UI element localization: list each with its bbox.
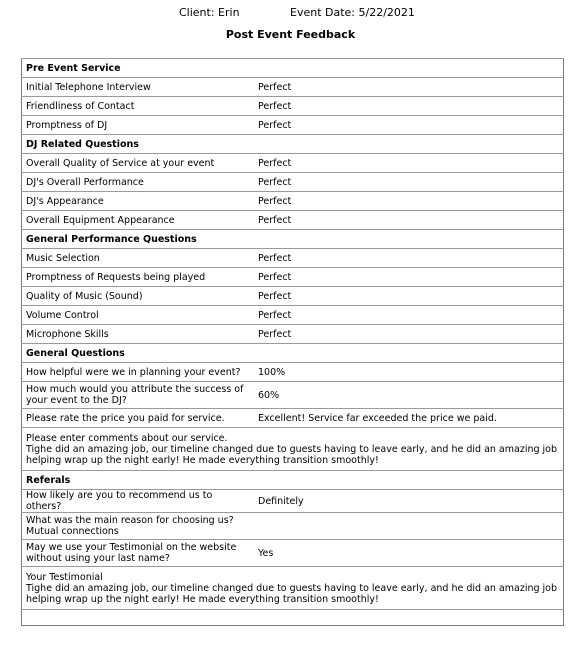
question: Quality of Music (Sound)	[22, 287, 255, 306]
table-row	[22, 268, 564, 287]
comments-row	[22, 428, 564, 471]
testimonial-label: Your Testimonial	[26, 571, 103, 583]
section-title: Referals	[22, 471, 564, 490]
answer: Perfect	[254, 154, 564, 173]
reason-question: What was the main reason for choosing us?	[26, 515, 234, 526]
section-header-pre-event	[22, 59, 564, 78]
answer: Perfect	[254, 211, 564, 230]
table-row	[22, 173, 564, 192]
question: Overall Quality of Service at your event	[22, 154, 255, 173]
table-row	[22, 325, 564, 344]
table-row	[22, 540, 564, 567]
reason-row	[22, 513, 564, 540]
answer: Perfect	[254, 249, 564, 268]
blank-row	[22, 610, 564, 626]
answer: 60%	[254, 382, 564, 409]
table-row	[22, 211, 564, 230]
answer: Perfect	[254, 116, 564, 135]
table-row	[22, 97, 564, 116]
answer: Yes	[254, 540, 564, 567]
answer: Perfect	[254, 97, 564, 116]
section-title: General Questions	[22, 344, 564, 363]
question: Initial Telephone Interview	[22, 78, 255, 97]
answer: Perfect	[254, 192, 564, 211]
question: Please rate the price you paid for service.	[22, 409, 255, 428]
question: Promptness of Requests being played	[22, 268, 255, 287]
answer: Perfect	[254, 78, 564, 97]
question: Music Selection	[22, 249, 255, 268]
table-row	[22, 78, 564, 97]
table-row	[22, 116, 564, 135]
comments-question: Please enter comments about our service.	[26, 432, 228, 444]
table-row	[22, 363, 564, 382]
answer: Perfect	[254, 306, 564, 325]
testimonial-row	[22, 567, 564, 610]
comments-answer: Tighe did an amazing job, our timeline changed due to guests having to leave early, and he did an amazing job helping wrap up the night early! He made everything transition smoothly!	[26, 443, 558, 466]
table-row	[22, 287, 564, 306]
answer: Excellent! Service far exceeded the price we paid.	[254, 409, 564, 428]
question: May we use your Testimonial on the website without using your last name?	[22, 540, 255, 567]
section-header-referrals	[22, 471, 564, 490]
reason-answer: Mutual connections	[26, 526, 119, 537]
feedback-table	[21, 58, 564, 626]
section-title: Pre Event Service	[22, 59, 564, 78]
section-title: General Performance Questions	[22, 230, 564, 249]
event-date: Event Date: 5/22/2021	[290, 6, 415, 19]
section-header-general-questions	[22, 344, 564, 363]
question: Volume Control	[22, 306, 255, 325]
section-header-dj-related	[22, 135, 564, 154]
section-header-general-performance	[22, 230, 564, 249]
table-row	[22, 409, 564, 428]
question: Microphone Skills	[22, 325, 255, 344]
answer: Perfect	[254, 287, 564, 306]
question: Promptness of DJ	[22, 116, 255, 135]
answer: Perfect	[254, 268, 564, 287]
table-row	[22, 306, 564, 325]
question: How likely are you to recommend us to others?	[22, 490, 255, 513]
table-row	[22, 154, 564, 173]
answer: 100%	[254, 363, 564, 382]
answer: Perfect	[254, 325, 564, 344]
question: Friendliness of Contact	[22, 97, 255, 116]
table-row	[22, 249, 564, 268]
question: DJ's Overall Performance	[22, 173, 255, 192]
table-row	[22, 490, 564, 513]
question: Overall Equipment Appearance	[22, 211, 255, 230]
question: How much would you attribute the success of your event to the DJ?	[22, 382, 255, 409]
testimonial-text: Tighe did an amazing job, our timeline changed due to guests having to leave early, and he did an amazing job helping wrap up the night early! He made everything transition smoothly!	[26, 582, 558, 605]
question: DJ's Appearance	[22, 192, 255, 211]
question: How helpful were we in planning your event?	[22, 363, 255, 382]
answer: Definitely	[254, 490, 564, 513]
section-title: DJ Related Questions	[22, 135, 564, 154]
answer: Perfect	[254, 173, 564, 192]
table-row	[22, 192, 564, 211]
page-title: Post Event Feedback	[225, 28, 356, 41]
table-row	[22, 382, 564, 409]
client-name: Client: Erin	[179, 6, 240, 19]
